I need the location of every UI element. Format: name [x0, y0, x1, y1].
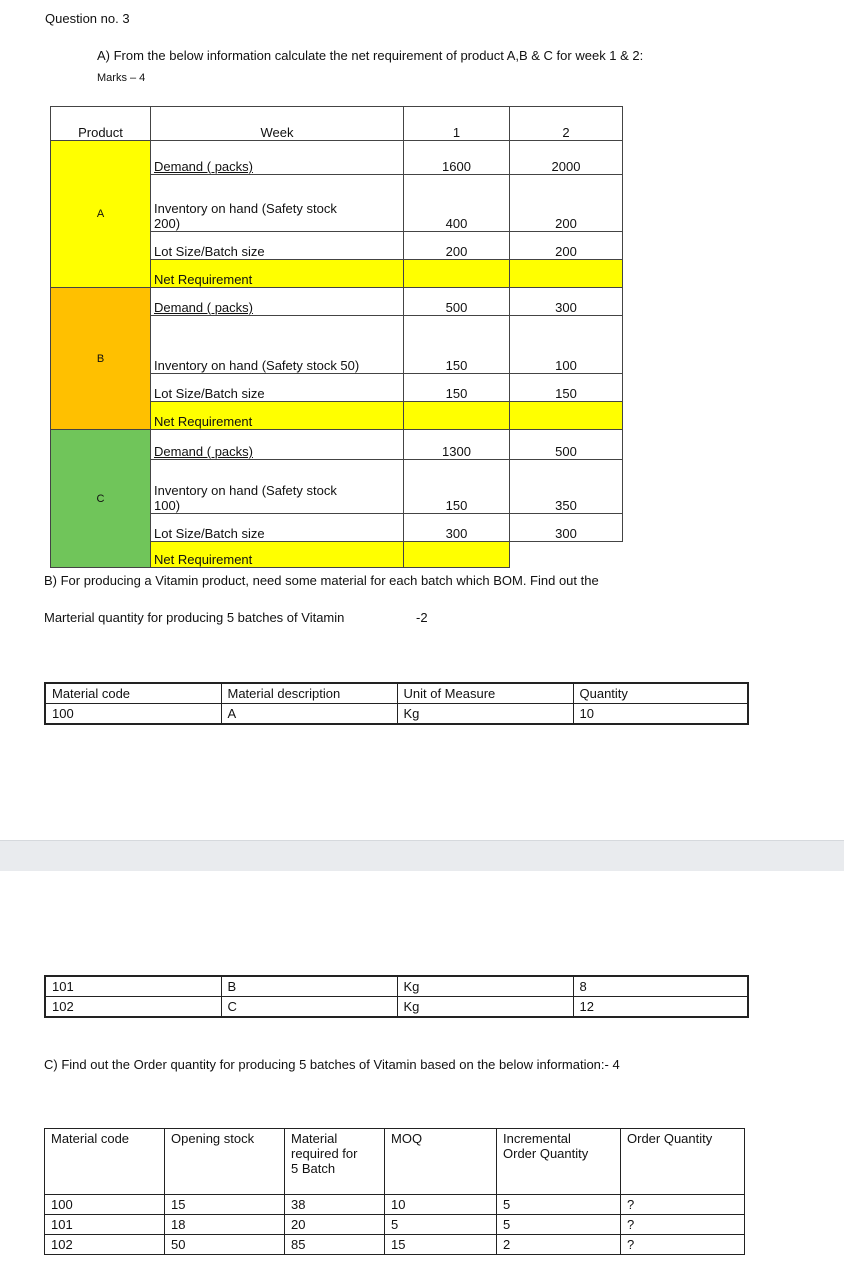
table-row: [45, 976, 748, 997]
row-label: Demand ( packs): [154, 300, 253, 315]
header-moq: MOQ: [385, 1129, 497, 1195]
header-week-2: 2: [510, 107, 623, 141]
table-row: [45, 997, 748, 1018]
value-cell: 300: [404, 514, 510, 542]
header-material-required: Material required for 5 Batch: [285, 1129, 385, 1195]
value-cell: 1600: [404, 141, 510, 175]
value-cell: 200: [510, 175, 623, 232]
row-label: Inventory on hand (Safety stock 200): [151, 175, 404, 232]
header-unit-of-measure: Unit of Measure: [397, 683, 573, 704]
value-cell: 2000: [510, 141, 623, 175]
quantity: 12: [573, 997, 748, 1018]
value-cell: 200: [510, 232, 623, 260]
unit-of-measure: Kg: [397, 997, 573, 1018]
table-row: [51, 430, 623, 460]
value-cell: 1300: [404, 430, 510, 460]
value-cell: 150: [404, 460, 510, 514]
table-row: [45, 1195, 745, 1215]
order-quantity: ?: [621, 1195, 745, 1215]
table-header-row: [45, 1129, 745, 1195]
material-code: 102: [45, 997, 221, 1018]
value-cell: 500: [404, 288, 510, 316]
opening-stock: 18: [165, 1215, 285, 1235]
incremental-order-quantity: 2: [497, 1235, 621, 1255]
part-b-instruction-2: Marterial quantity for producing 5 batches of Vitamin: [44, 610, 345, 625]
incremental-order-quantity: 5: [497, 1215, 621, 1235]
part-b-marks: -2: [416, 610, 428, 625]
header-order-quantity: Order Quantity: [621, 1129, 745, 1195]
header-week-1: 1: [404, 107, 510, 141]
order-quantity: ?: [621, 1235, 745, 1255]
material-description: B: [221, 976, 397, 997]
product-c-label: C: [51, 430, 151, 568]
row-label: Net Requirement: [151, 260, 404, 288]
material-description: C: [221, 997, 397, 1018]
material-description: A: [221, 704, 397, 725]
row-label: Net Requirement: [151, 542, 404, 568]
value-cell: 350: [510, 460, 623, 514]
table-row: [45, 704, 748, 725]
order-quantity-table: [44, 1128, 745, 1255]
row-label: Lot Size/Batch size: [151, 374, 404, 402]
table-row: [51, 288, 623, 316]
material-code: 101: [45, 1215, 165, 1235]
value-cell: [510, 542, 623, 568]
material-code: 100: [45, 704, 221, 725]
row-label: Lot Size/Batch size: [151, 514, 404, 542]
part-c-instruction: C) Find out the Order quantity for producing 5 batches of Vitamin based on the below information:- 4: [44, 1057, 620, 1072]
row-label: Net Requirement: [151, 402, 404, 430]
row-label: Lot Size/Batch size: [151, 232, 404, 260]
value-cell: 300: [510, 288, 623, 316]
value-cell: [404, 260, 510, 288]
row-label: Inventory on hand (Safety stock 100): [151, 460, 404, 514]
row-label: Demand ( packs): [154, 444, 253, 459]
material-code: 102: [45, 1235, 165, 1255]
product-a-label: A: [51, 141, 151, 288]
table-row: [45, 1215, 745, 1235]
part-a-instruction: A) From the below information calculate the net requirement of product A,B & C for week 1 & 2:: [97, 48, 644, 63]
value-cell: 400: [404, 175, 510, 232]
quantity: 8: [573, 976, 748, 997]
material-required: 20: [285, 1215, 385, 1235]
material-code: 100: [45, 1195, 165, 1215]
value-cell: 150: [404, 316, 510, 374]
incremental-order-quantity: 5: [497, 1195, 621, 1215]
value-cell: 100: [510, 316, 623, 374]
header-material-code: Material code: [45, 1129, 165, 1195]
order-quantity: ?: [621, 1215, 745, 1235]
header-material-code: Material code: [45, 683, 221, 704]
value-cell: 300: [510, 514, 623, 542]
moq: 5: [385, 1215, 497, 1235]
header-material-description: Material description: [221, 683, 397, 704]
part-b-instruction: B) For producing a Vitamin product, need some material for each batch which BOM. Find out the: [44, 573, 603, 588]
header-week: Week: [151, 107, 404, 141]
value-cell: 150: [510, 374, 623, 402]
bom-table: [44, 682, 749, 725]
moq: 15: [385, 1235, 497, 1255]
value-cell: 200: [404, 232, 510, 260]
value-cell: [510, 260, 623, 288]
page-separator: [0, 840, 844, 871]
material-required: 85: [285, 1235, 385, 1255]
header-opening-stock: Opening stock: [165, 1129, 285, 1195]
table-header-row: [45, 683, 748, 704]
value-cell: 500: [510, 430, 623, 460]
unit-of-measure: Kg: [397, 976, 573, 997]
header-incremental-order-quantity: Incremental Order Quantity: [497, 1129, 621, 1195]
material-required: 38: [285, 1195, 385, 1215]
part-a-marks: Marks – 4: [97, 72, 146, 84]
value-cell: [404, 542, 510, 568]
net-requirement-table: [50, 106, 623, 568]
header-quantity: Quantity: [573, 683, 748, 704]
moq: 10: [385, 1195, 497, 1215]
opening-stock: 15: [165, 1195, 285, 1215]
row-label: Inventory on hand (Safety stock 50): [151, 316, 404, 374]
unit-of-measure: Kg: [397, 704, 573, 725]
table-row: [45, 1235, 745, 1255]
quantity: 10: [573, 704, 748, 725]
question-number: Question no. 3: [45, 11, 130, 26]
header-product: Product: [51, 107, 151, 141]
table-row: [51, 141, 623, 175]
material-code: 101: [45, 976, 221, 997]
opening-stock: 50: [165, 1235, 285, 1255]
product-b-label: B: [51, 288, 151, 430]
table-header-row: [51, 107, 623, 141]
value-cell: [510, 402, 623, 430]
value-cell: 150: [404, 374, 510, 402]
value-cell: [404, 402, 510, 430]
bom-table-continued: [44, 975, 749, 1018]
row-label: Demand ( packs): [154, 159, 253, 174]
